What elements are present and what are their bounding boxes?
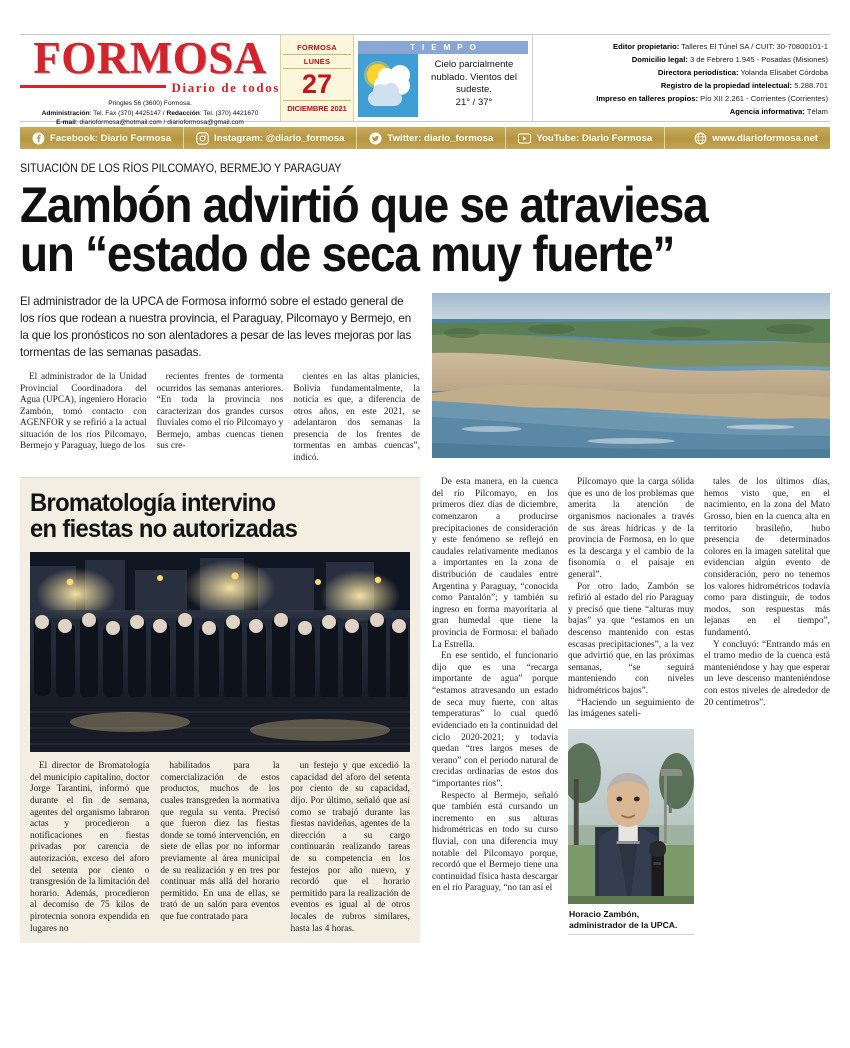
contact-phones bbox=[20, 109, 280, 119]
column-1-para-1: De esta manera, en la cuenca del río Pilcomayo, en los primeros diez días de diciembre, comenzaron a producirse precipitaciones de consideración y este fenómeno se reflejó en caudales relativamente medianos a importantes en la zona de distribución de caudales entre Argentina y Paraguay, “conocida como Pantalón”; y también su ingreso en forma mayoritaria al gran humedal que tiene la provincia de Formosa: el bañado La Estrella. bbox=[432, 477, 558, 650]
column-1-para-3: Respecto al Bermejo, señaló que también está cursando un incremento en sus alturas hidrométricas en todo su curso fluvial, con una diferencia muy notable del Pilcomayo porque, recordó que el Bermejo tiene una continuidad física hasta descargar en el río Paraguay, “no tan así el bbox=[432, 790, 558, 894]
admin-value: : Tel. Fax (370) 4425147 / bbox=[89, 109, 167, 117]
info-value: Télam bbox=[804, 107, 828, 117]
masthead-logo-block bbox=[20, 33, 280, 127]
email-value: : diarioformosa@hotmail.com / diarioformosa@gmail.com bbox=[75, 119, 244, 127]
social-link-youtube[interactable] bbox=[506, 127, 665, 149]
zambon-interview-photo bbox=[568, 729, 694, 904]
date-day-number: 27 bbox=[283, 69, 351, 101]
date-city: FORMOSA bbox=[283, 43, 351, 55]
secondary-headline-line-1: Bromatología intervino bbox=[30, 489, 276, 518]
weather-title: TIEMPO bbox=[358, 41, 528, 54]
youtube-icon bbox=[518, 132, 531, 145]
secondary-column-1: El director de Bromatología del municipio capitalino, doctor Jorge Tarantini, informó que durante el fin de semana, agentes del organismo labraron actas y procedieron a notificaciones en fiestas privadas por carencia de autorización, exceso del aforo del setenta por ciento o transgresión de la limitación del horario. Además, procedieron al decomiso de 75 kilos de pirotecnia sonora expendida en lugares no bbox=[30, 761, 150, 934]
secondary-headline bbox=[30, 490, 391, 542]
main-headline bbox=[20, 177, 825, 282]
article-top-columns bbox=[20, 372, 420, 468]
twitter-icon bbox=[369, 132, 382, 145]
secondary-headline-line-2: en fiestas no autorizadas bbox=[30, 515, 298, 544]
weather-text bbox=[418, 54, 528, 117]
column-2-para-3: “Haciendo un seguimiento de las imágenes sateli- bbox=[568, 697, 694, 720]
secondary-column-3: un festejo y que excedió la capacidad del aforo del setenta por ciento de su capacidad, dijo. Por último, señaló que así como se trabajó durante las fiestas navideñas, agentes de la dirección a su cargo continuarán realizando tareas de su competencia en los festejos por año nuevo, y recordó que el horario permitido para la realización de eventos es igual al de otros locales de rubros similares, hasta las 4 horas. bbox=[290, 761, 410, 934]
info-value: 3 de Febrero 1.945 - Posadas (Misiones) bbox=[687, 55, 828, 65]
social-link-facebook[interactable] bbox=[20, 127, 184, 149]
weather-body bbox=[358, 54, 528, 117]
top-column-3: cientes en las altas planicies, Bolivia fundamentalmente, la noticia es que, a diferencia de otros años, en este 2021, se adelantaron dos semanas la presencia de los frentes de tormentas en ambas cuencas”, indicó. bbox=[293, 372, 420, 463]
social-link-instagram[interactable] bbox=[184, 127, 357, 149]
info-row bbox=[541, 66, 828, 79]
newspaper-logo: FORMOSA bbox=[33, 33, 267, 83]
info-value: 5.288.701 bbox=[792, 81, 828, 91]
cloud-grey-shape bbox=[368, 91, 402, 106]
social-link-website[interactable] bbox=[665, 127, 830, 149]
info-value: Pío XII 2.261 - Corrientes (Corrientes) bbox=[698, 94, 828, 104]
social-media-bar bbox=[20, 127, 830, 149]
date-month-year: DICIEMBRE 2021 bbox=[287, 104, 347, 114]
contact-address: Pringles 56 (3600) Formosa. bbox=[108, 99, 192, 107]
weather-temps: 21° / 37° bbox=[455, 96, 493, 108]
facebook-icon bbox=[32, 132, 45, 145]
admin-label: Administración bbox=[41, 109, 90, 117]
column-3-para-1: tales de los últimos días, hemos visto que, en el nacimiento, en la zona del Mato Grosso, bien en la cuenca alta en territorio brasileño, hubo presencia de determinados colores en la imagen satelital que evidencian algún evento de consideración, pero no tenemos los valores hidrométricos todavía como para distinguir, de todos modos, son respuestas más lejanas en el tiempo”, fundamentó. bbox=[704, 477, 830, 639]
column-2-para-1: Pilcomayo que la carga sólida que es uno de los problemas que amerita la atención de organismos nacionales a través de sus áreas hídricas y de la provincia de Formosa, en lo que es la descarga y el cambio de la fisonomía o el paisaje en general”. bbox=[568, 477, 694, 580]
logo-tagline: Diario de todos bbox=[171, 79, 280, 95]
column-2-para-2: Por otro lado, Zambón se refirió al estado del río Paraguay y precisó que tiene “alturas muy bajas” ya que “estamos en un descenso mantenido con estas escasas precipitaciones”, a la vez que advirtió que, en las próximas semanas, “se seguirá manteniendo con niveles hidrométricos bajos”. bbox=[568, 581, 694, 697]
lead-and-photo-zone bbox=[20, 293, 830, 468]
masthead-contact-info bbox=[20, 99, 280, 129]
sun-behind-cloud-icon bbox=[358, 54, 418, 117]
social-label: Instagram: @diario_formosa bbox=[214, 132, 345, 144]
masthead bbox=[20, 33, 830, 127]
info-row bbox=[541, 53, 828, 66]
social-label: YouTube: Diario Formosa bbox=[536, 132, 653, 144]
info-row bbox=[541, 92, 828, 105]
night-crowd-photo bbox=[30, 552, 410, 752]
secondary-article bbox=[20, 477, 420, 943]
info-row bbox=[541, 40, 828, 53]
main-article-columns bbox=[432, 477, 830, 943]
info-row bbox=[541, 79, 828, 92]
info-label: Domicilio legal: bbox=[631, 55, 688, 65]
info-label: Registro de la propiedad intelectual: bbox=[660, 81, 793, 91]
info-label: Impreso en talleres propios: bbox=[596, 94, 698, 104]
date-weekday: LUNES bbox=[283, 55, 351, 69]
article-kicker: SITUACIÓN DE LOS RÍOS PILCOMAYO, BERMEJO Y PARAGUAY bbox=[20, 162, 342, 175]
email-label: E-mail bbox=[56, 119, 76, 127]
social-label: Twitter: diario_formosa bbox=[387, 132, 494, 144]
aerial-river-photo bbox=[432, 293, 830, 458]
weather-widget bbox=[354, 35, 532, 121]
redaccion-label: Redacción bbox=[166, 109, 200, 117]
main-column-1 bbox=[432, 477, 558, 943]
info-label: Agencia informativa: bbox=[729, 107, 805, 117]
info-row bbox=[541, 105, 828, 118]
column-1-para-2: En ese sentido, el funcionario dijo que es una “recarga importante de agua” porque “estamos atravesando un estado de seca muy fuerte, con altas temperaturas” lo cual quedó evidenciado en la continuidad del ciclo 2020-2021; y todavía quedan “tres largos meses de verano” con el período natural de crecidas ordinarias de estos dos “importantes ríos”. bbox=[432, 651, 558, 789]
weather-description: Cielo parcialmente nublado. Vientos del sudeste. bbox=[431, 59, 517, 96]
main-column-2 bbox=[568, 477, 694, 943]
contact-email bbox=[20, 118, 280, 128]
info-value: Talleres El Túnel SA / CUIT: 30-70800101-1 bbox=[679, 42, 828, 51]
lead-block bbox=[20, 293, 420, 468]
date-box bbox=[280, 35, 354, 121]
instagram-icon bbox=[196, 132, 209, 145]
column-3-para-2: Y concluyó: “Entrando más en el tramo medio de la cuenca está manteniéndose y hay que esperar un leve descenso manteniéndose con estos niveles de alrededor de 20 centímetros”. bbox=[704, 639, 830, 708]
photo-caption: Horacio Zambón, administrador de la UPCA. bbox=[568, 904, 694, 935]
info-label: Directora periodística: bbox=[657, 68, 739, 78]
secondary-column-2: habilitados para la comercialización de estos productos, muchos de los cuales transgreden la normativa que regula su venta. Precisó que fueron diez las fiestas donde se tomó intervención, en siete de ellas por no informar previamente al área municipal de su realización y en tres por continuar más allá del horario permitido. En una de ellas, se trató de un salón para eventos que fue contratado para bbox=[160, 761, 280, 923]
headline-line-2: un “estado de seca muy fuerte” bbox=[20, 225, 675, 282]
social-link-twitter[interactable] bbox=[357, 127, 506, 149]
social-label: Facebook: Diario Formosa bbox=[50, 132, 172, 144]
secondary-article-columns bbox=[30, 761, 410, 935]
main-column-3 bbox=[704, 477, 830, 943]
top-column-1: El administrador de la Unidad Provincial Coordinadora del Agua (UPCA), ingeniero Horacio Zambón, tomó contacto con AGENFOR y se refirió a la actual situación de los ríos Pilcomayo, Bermejo y Paraguay, luego de los bbox=[20, 372, 147, 452]
info-label: Editor propietario: bbox=[613, 42, 680, 51]
lower-zone bbox=[20, 477, 830, 943]
top-column-2: recientes frentes de tormenta ocurridos las semanas anteriores. “En toda la provincia nos caracterizan dos grandes cursos fluviales como el río Pilcomayo y Bermejo, ambas cuencas tienen sus cre- bbox=[156, 372, 284, 452]
newspaper-page bbox=[0, 34, 850, 1048]
globe-icon bbox=[694, 132, 707, 145]
redaccion-value: : Tel. (370) 4421670 bbox=[199, 109, 259, 117]
publication-info bbox=[532, 35, 830, 121]
info-value: Yolanda Elisabet Córdoba bbox=[738, 68, 828, 78]
social-label: www.diarioformosa.net bbox=[712, 132, 818, 144]
headline-line-1: Zambón advirtió que se atraviesa bbox=[20, 177, 708, 233]
article-lead: El administrador de la UPCA de Formosa informó sobre el estado general de los ríos que rodean a nuestra provincia, el Paraguay, Pilcomayo y Bermejo, en la que los pronósticos no son alentadores a pesar de las leves mejoras por las tormentas de las semanas pasadas. bbox=[20, 295, 412, 360]
logo-divider-rule bbox=[20, 85, 166, 88]
